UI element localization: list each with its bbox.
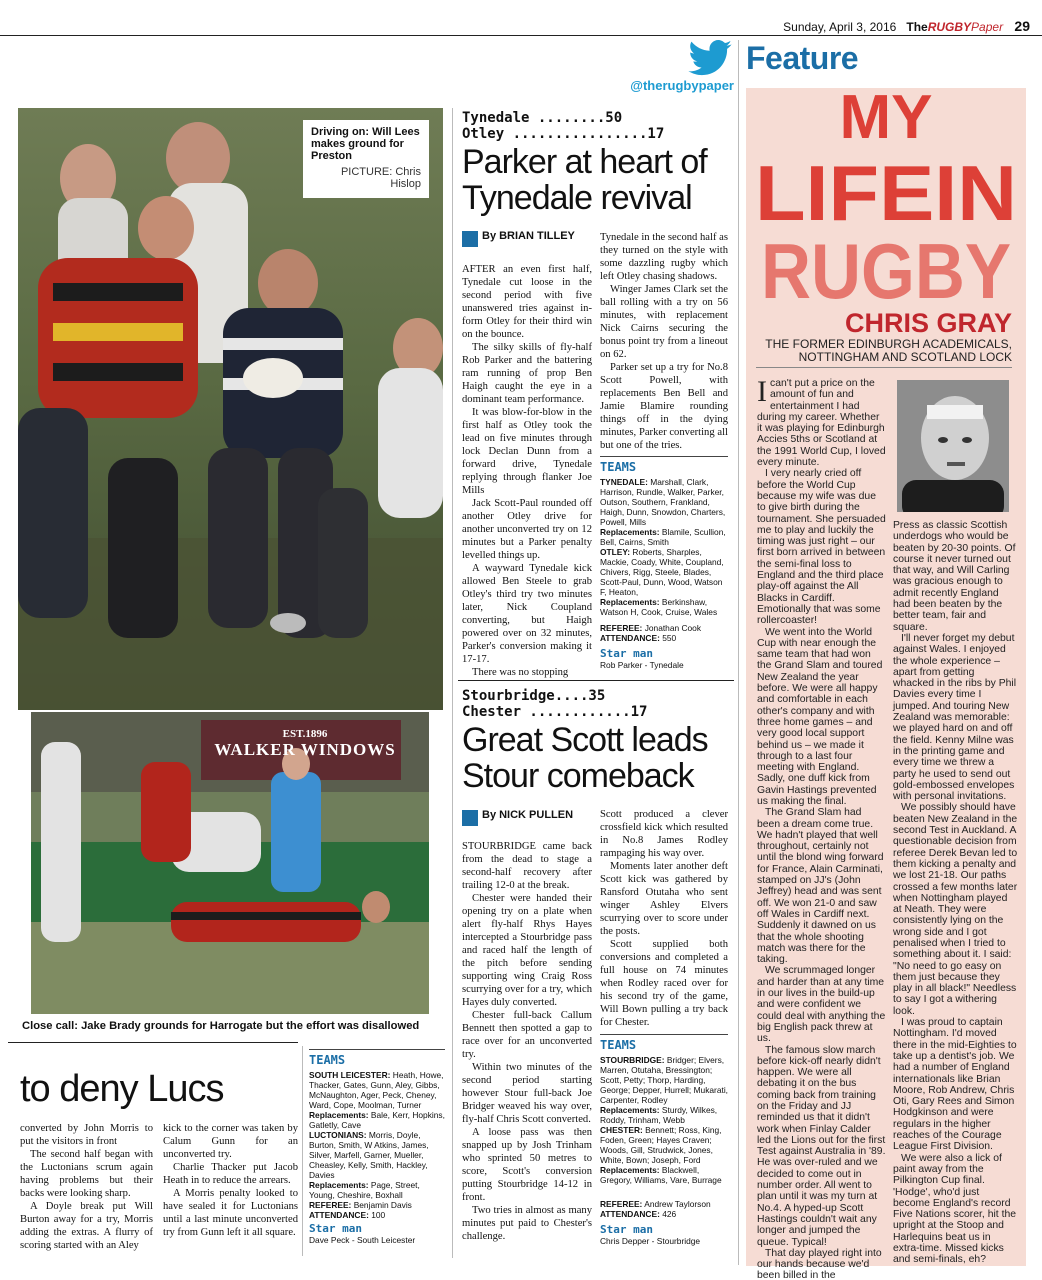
paragraph: The silky skills of fly-half Rob Parker and the battering ram running of prop Ben Haigh caught the eye in a dominant team performance.	[462, 342, 592, 405]
byline-square-icon	[462, 231, 478, 247]
paragraph: Chester full-back Callum Bennett then spotted a gap to race over for an unconverted try.	[462, 1010, 592, 1060]
star-man: Dave Peck - South Leicester	[309, 1235, 416, 1245]
chris-gray-photo	[897, 380, 1009, 512]
feature-col2	[893, 520, 1018, 1266]
sign-name: WALKER WINDOWS	[214, 740, 396, 759]
stourbridge-header	[462, 688, 730, 794]
paragraph: We scrummaged longer and harder than at any time in our lives in the build-up and were confident we could deal with anything the big English pack threw at us.	[757, 965, 886, 1045]
stourbridge-teams	[600, 1034, 728, 1246]
stourbridge-headline: Great Scott leads Stour comeback	[462, 721, 708, 795]
paragraph: A Morris penalty looked to have sealed it for Luctonians until a last minute unconverted try from Gunn left it all square.	[163, 1188, 298, 1238]
teams-heading: TEAMS	[600, 456, 728, 474]
paragraph: Chester were handed their opening try on a plate when alert fly-half Rhys Hayes intercepted a Stourbridge pass and raced half the length of the pitch before sending supporting wing Craig Ross scurrying over for a try, which Hayes duly converted.	[462, 893, 592, 1008]
paragraph: I'll never forget my debut against Wales. I enjoyed the whole experience – apart from getting whacked in the ribs by Phil Davies every time I jumped. And touring New Zealand was memorable: we played hard on and off the field. Kenny Milne was in the printing game and every time we threw a party he used to send out gold-embossed envelopes with personal invitations.	[893, 632, 1017, 803]
lucs-col2	[163, 1122, 298, 1239]
sign-est: EST.1896	[282, 728, 328, 740]
paragraph: kick to the corner was taken by Calum Gunn for an unconverted try.	[163, 1123, 298, 1160]
score-home: Stourbridge....35	[462, 688, 606, 704]
score-away: Otley ................17	[462, 126, 665, 142]
teams-list: TYNEDALE: Marshall, Clark, Harrison, Rundle, Walker, Parker, Outson, Southern, Frankland, Haigh, Dunn, Snowdon, Charters, Powell, Mills Replacements: Blamile, Scullion, Bell, Cairns, Smith OTLEY: Roberts, Sharples, Mackie, Coady, White, Coupland, Chivers, Rigg, Steele, Blades, Scott-Paul, Dunn, Wood, Watson F, Heaton, Replacements: Berkinshaw, Watson H, Cook, Cruise, Wales REFEREE: Jonathan Cook ATTENDANCE: 550	[600, 477, 726, 643]
paragraph: can't put a price on the amount of fun and entertainment I had during my career. Whether it was playing for Edinburgh Accies 5ths or Scotland at the 1991 World Cup, I loved every minute.	[757, 378, 886, 469]
paragraph: Two tries in almost as many minutes put paid to Chester's challenge.	[462, 1205, 592, 1242]
teams-heading: TEAMS	[600, 1034, 728, 1052]
lucs-rule	[8, 1042, 298, 1043]
section-title: Feature	[746, 40, 859, 76]
paragraph: The second half began with the Luctonians scrum again having problems but their backs were looking sharp.	[20, 1149, 153, 1199]
lucs-col1	[20, 1122, 153, 1252]
title-line-1: MY	[839, 88, 933, 152]
score-home: Tynedale ........50	[462, 110, 623, 126]
tynedale-col1	[462, 263, 592, 679]
drop-cap: I	[757, 375, 767, 408]
feature-col1	[757, 375, 887, 1280]
score-away: Chester ............17	[462, 704, 648, 720]
paragraph: Scott produced a clever crossfield kick which resulted in No.8 James Rodley rampaging his way over.	[600, 809, 728, 859]
second-photo-caption: Close call: Jake Brady grounds for Harrogate but the effort was disallowed	[22, 1020, 420, 1032]
paragraph: A loose pass was then snapped up by Josh Trinham who sprinted 50 metres to score, Scott's conversion putting Stourbridge 14-12 in front.	[462, 1127, 592, 1203]
paragraph: The famous slow march before kick-off nearly didn't happen. We were all debating it on the bus coming back from training on the Friday and JJ reminded us that it didn't work when Finlay Calder led the Lions out for the first Test against Australia in '89. He was over-ruled and we decided to come out in number order. All went to plan until it was my turn at No.4. A hyped-up Scott Hastings couldn't wait any longer and jumped the queue. Typical!	[757, 1044, 886, 1248]
star-man-heading: Star man	[600, 1223, 653, 1236]
twitter-bird-icon	[688, 40, 732, 76]
star-man-heading: Star man	[309, 1222, 362, 1235]
teams-list: STOURBRIDGE: Bridger; Elvers, Marren, Otutaha, Bressington; Scott, Petty; Thorp, Harding, George; Depper, Hurrell; Mukarati, Carpenter, Rodley Replacements: Sturdy, Wilkes, Roddy, Trinham, Webb CHESTER: Bennett; Ross, King, Foden, Green; Hayes Craven; Woods, Gill, Strudwick, Jones, White, Bown; Joseph, Ford Replacements: Blackwell, Gregory, Williams, Vare, Burrage REFEREE: Andrew Taylorson ATTENDANCE: 426	[600, 1055, 729, 1219]
paragraph: A wayward Tynedale kick allowed Ben Steele to grab Otley's third try two minutes later, Nick Coupland converting, but Haigh powered over on 32 minutes, Parker's conversion making it 17-17.	[462, 563, 592, 665]
paragraph: Moments later another deft Scott kick was gathered by Ransford Otutaha who sent winger Ashley Elvers scurrying over to score under the posts.	[600, 861, 728, 937]
column-divider	[738, 40, 739, 1265]
my-life-in-rugby-title	[746, 88, 1026, 314]
main-photo-caption	[303, 120, 429, 198]
star-man-heading: Star man	[600, 647, 653, 660]
paragraph: We went into the World Cup with near enough the same team that had won the Grand Slam and toured New Zealand the year before. We were all happy and comfortable in each other's company and with three home games – and very good local support behind us – we made it through to a last four meeting with England. Sadly, one duff kick from Gavin Hastings prevented us making the final.	[757, 626, 883, 807]
paragraph: STOURBRIDGE came back from the dead to stage a second-half recovery after trailing 12-0 at the break.	[462, 841, 592, 891]
tynedale-teams	[600, 456, 728, 670]
feature-subtitle: THE FORMER EDINBURGH ACADEMICALS, NOTTINGHAM AND SCOTLAND LOCK	[765, 337, 1012, 364]
tynedale-header	[462, 110, 730, 216]
byline-text: By NICK PULLEN	[482, 809, 574, 821]
star-man: Chris Depper - Stourbridge	[600, 1236, 701, 1246]
photo-credit: PICTURE: Chris Hislop	[340, 166, 421, 190]
tynedale-byline	[462, 231, 592, 247]
stourbridge-col2	[600, 808, 728, 1029]
lucs-teams	[309, 1049, 445, 1245]
teams-list: SOUTH LEICESTER: Heath, Howe, Thacker, Gates, Gunn, Aley, Gibbs, McNaughton, Ager, Peck, Cheney, Ward, Cope, Moolman, Turner Replacements: Bale, Kerr, Hopkins, Gatletly, Cave LUCTONIANS: Morris, Doyle, Burton, Smith, W Atkins, James, Silver, Marfell, Garner, Mueller, Cheasley, Kelly, Smith, Hackley, Davies Replacements: Page, Street, Young, Cheshire, Boxhall REFEREE: Benjamin Davis ATTENDANCE: 100	[309, 1070, 445, 1220]
paragraph: AFTER an even first half, Tynedale cut loose in the second period with five unanswered tries against in-form Otley for their third win on the bounce.	[462, 264, 592, 340]
stourbridge-byline	[462, 810, 592, 826]
main-photo	[18, 108, 443, 710]
paragraph: There was no stopping	[472, 667, 569, 678]
paragraph: Scott supplied both conversions and completed a full house on 74 minutes when Rodley raced over for his second try of the game, Will Bown pulling a try back for Chester.	[600, 939, 728, 1028]
byline-text: By BRIAN TILLEY	[482, 230, 575, 242]
masthead-rule	[0, 35, 1042, 36]
paragraph: Charlie Thacker put Jacob Heath in to reduce the arrears.	[163, 1162, 298, 1186]
paragraph: Tynedale in the second half as they turned on the style with some dazzling rugby which left Otley chasing shadows.	[600, 232, 728, 282]
column-divider	[452, 108, 453, 1258]
paragraph: Press as classic Scottish underdogs who would be beaten by 20-30 points. Of course it never turned out that way, and Will Carling was gracious enough to admit recently England had been beaten by the better team, fair and square.	[893, 520, 1016, 633]
paragraph: I was proud to captain Nottingham. I'd moved there in the mid-Eighties to take up a dentist's job. We had a number of England internationals like Brian Moore, Rob Andrew, Chris Oti, Gary Rees and Simon Hodgkinson and were regulars in the higher reaches of the Courage League First Division.	[893, 1017, 1017, 1153]
paragraph: We possibly should have beaten New Zealand in the second Test in Auckland. A questionable decision from referee Derek Bevan led to them kicking a penalty and we lost 21-18. Our paths crossed a few months later when Nottingham played at Neath. They were consistently lying on the wrong side and I got penalised when I tried to something about it. I said: "No need to go easy on them just because they play in all black!" Needless to say I got a withering look.	[893, 802, 1018, 1017]
feature-rule	[756, 367, 1012, 368]
twitter-handle[interactable]: @therugbypaper	[630, 78, 734, 93]
byline-square-icon	[462, 810, 478, 826]
title-line-2: LIFEIN	[755, 149, 1017, 237]
paragraph: Winger James Clark set the ball rolling with a try on 56 minutes, with replacement Nick Cairns securing the bonus point try from a lineout on 62.	[600, 284, 728, 360]
stourbridge-col1	[462, 840, 592, 1243]
paragraph: Within two minutes of the second period starting however Stour full-back Joe Bridger weaved his way over, fly-half Chris Scott converted.	[462, 1062, 592, 1125]
main-caption-text: Driving on: Will Lees makes ground for Preston	[311, 126, 420, 162]
paragraph: That day played right into our hands because we'd been billed in the	[757, 1247, 882, 1280]
paragraph: The Grand Slam had been a dream come true. We hadn't played that well throughout, certainly not until the blond wing forward for France, Alain Carminati, stamped on JJ's (John Jeffrey) head and was sent off. We won 21-0 and saw off Wales in Cardiff next. Suddenly it dawned on us that the whole shooting match was there for the taking.	[757, 807, 884, 966]
tynedale-col2	[600, 231, 728, 452]
teams-heading: TEAMS	[309, 1049, 445, 1067]
feature-name: CHRIS GRAY	[844, 308, 1012, 338]
paragraph: Parker set up a try for No.8 Scott Powell, with replacements Ben Bell and Jamie Blamire rounding things off in the dying minutes, Parker converting all but one of the tries.	[600, 362, 728, 451]
paragraph: A Doyle break put Will Burton away for a try, Morris adding the extras. A flurry of scoring started with an Aley	[20, 1201, 153, 1251]
tynedale-headline: Parker at heart of Tynedale revival	[462, 143, 707, 217]
paper-name: TheRUGBYPaper	[906, 20, 1004, 34]
masthead	[690, 18, 1030, 34]
story-rule	[458, 680, 734, 681]
star-man: Rob Parker - Tynedale	[600, 660, 684, 670]
paragraph: We were also a lick of paint away from the Pilkington Cup final. 'Hodge', who'd just become England's record Five Nations scorer, hit the upright at the Stoop and Harlequins beat us in extra-time. Missed kicks and semi-finals, eh?	[893, 1152, 1017, 1266]
title-line-3: RUGBY	[761, 227, 1011, 314]
lucs-headline: to deny Lucs	[20, 1068, 224, 1110]
paragraph: converted by John Morris to put the visitors in front	[20, 1123, 153, 1147]
page-number: 29	[1014, 18, 1030, 34]
issue-date: Sunday, April 3, 2016	[783, 20, 897, 34]
photo-sign	[200, 728, 410, 760]
paragraph: It was blow-for-blow in the first half as Otley took the lead on five minutes through lock Declan Dunn from a forward drive, Tynedale replying through flanker Joe Mills	[462, 407, 592, 496]
paragraph: Jack Scott-Paul rounded off another Otley drive for another unconverted try on 12 minutes but a Parker penalty levelled things up.	[462, 498, 592, 561]
column-divider	[302, 1046, 303, 1256]
paragraph: I very nearly cried off before the World Cup because my wife was due to give birth during the tournament. She persuaded me to play and luckily the timing was just right – our first born arrived in between the semi-final loss to England and the third place play-off against the All Blacks in Cardiff. Emotionally that was some rollercoaster!	[757, 468, 886, 627]
